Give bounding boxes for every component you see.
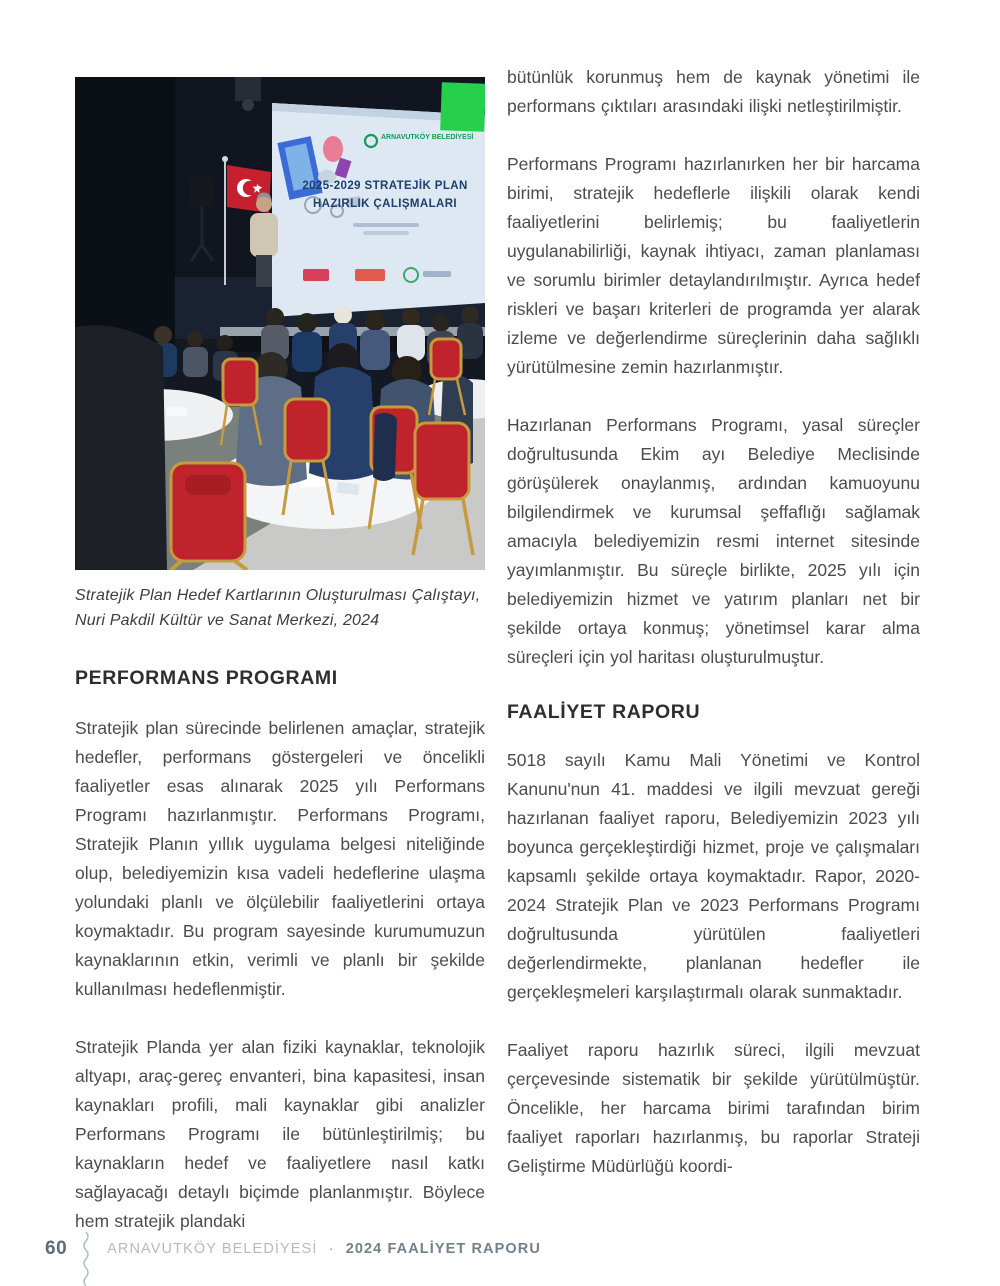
draped-jacket: [373, 413, 397, 481]
paragraph: Hazırlanan Performans Programı, yasal süreçler doğrultusunda Ekim ayı Belediye Meclisinde görüşülerek onaylanmış, ardından kamuoyunu bilgilendirmek ve kurumsal şeffaflığı sağlamak amacıyla belediyemizin resmi internet sitesinde yayımlanmıştır. Bu süreçle birlikte, 2025 yılı için belediyemizin hizmet ve yatırım planları net bir şekilde ortaya konmuş; yönetimsel karar alma süreçleri için yol haritası oluşturulmuştur.: [507, 415, 920, 667]
footer-report-title: 2024 FAALİYET RAPORU: [345, 1241, 541, 1257]
slide-title-line1: 2025-2029 STRATEJİK PLAN: [302, 180, 468, 192]
paragraph: Stratejik Planda yer alan fiziki kaynaklar, teknolojik altyapı, araç-gereç envanteri, bina kapasitesi, insan kaynakları profili, mali kaynaklar gibi analizler Performans Programı ile bütünleştirilmiş; bu kaynakların hedef ve faaliyetlere nasıl katkı sağlayacağı detaylı biçimde planlanmıştır. Böylece hem stratejik plandaki: [75, 1037, 485, 1231]
paragraph: Stratejik plan sürecinde belirlenen amaçlar, stratejik hedefler, performans göstergeleri ve öncelikli faaliyetler esas alınarak 2025 yılı Performans Programı hazırlanmıştır. Performans Programı, Stratejik Planın yıllık uygulama belgesi niteliğinde olup, belediyemizin kısa vadeli hedeflerine ulaşma yolundaki planlı ve ölçülebilir faaliyetlerini ortaya koymaktadır. Bu program sayesinde kurumumuzun kaynaklarının etkin, verimli ve planlı bir şekilde kullanılması hedeflenmiştir.: [75, 718, 485, 999]
photo-caption: Stratejik Plan Hedef Kartlarının Oluşturulması Çalıştayı, Nuri Pakdil Kültür ve Sanat Merkezi, 2024: [75, 587, 481, 629]
page-footer: [45, 1232, 955, 1286]
left-column: [75, 77, 485, 1236]
green-sticky-note: [440, 82, 485, 132]
paragraph: bütünlük korunmuş hem de kaynak yönetimi ile performans çıktıları arasındaki ilişki netleştirilmiştir.: [507, 67, 920, 116]
slide-logo-text: ARNAVUTKÖY BELEDİYESİ: [381, 134, 474, 141]
squiggle-divider-icon: [81, 1232, 91, 1286]
page-number: 60: [45, 1238, 68, 1259]
footer-municipality: ARNAVUTKÖY BELEDİYESİ: [107, 1241, 318, 1257]
paragraph: 5018 sayılı Kamu Mali Yönetimi ve Kontrol Kanunu'nun 41. maddesi ve ilgili mevzuat gereği hazırlanan faaliyet raporu, Belediyemizin 2023 yılı boyunca gerçekleştirdiği hizmet, proje ve çalışmaları kapsamlı şekilde ortaya koymaktadır. Rapor, 2020-2024 Stratejik Plan ve 2023 Performans Programı doğrultusunda yürütülen faaliyetleri değerlendirmekte, planlanan hedefler ile gerçekleşmeleri karşılaştırmalı olarak sunmaktadır.: [507, 750, 920, 1002]
paragraph: Faaliyet raporu hazırlık süreci, ilgili mevzuat çerçevesinde sistematik bir şekilde yürütülmüştür. Öncelikle, her harcama birimi tarafından birim faaliyet raporları hazırlanmış, bu raporlar Strateji Geliştirme Müdürlüğü koordi-: [507, 1040, 920, 1176]
footer-text: [107, 1232, 541, 1257]
paragraph: Performans Programı hazırlanırken her bir harcama birimi, stratejik hedeflerle ilişkili olarak kendi faaliyetlerini belirlemiş; bu faaliyetlerin uygulanabilirliği, kaynak ihtiyacı, zaman planlaması ve sorumlu birimler detaylandırılmıştır. Ayrıca hedef riskleri ve başarı kriterleri de programda yer alarak izleme ve değerlendirme süreçlerinin daha sağlıklı yürütülmesine zemin hazırlanmıştır.: [507, 154, 920, 377]
heading-performans-programi: PERFORMANS PROGRAMI: [75, 667, 338, 689]
footer-separator: ·: [328, 1241, 335, 1257]
heading-faaliyet-raporu: FAALİYET RAPORU: [507, 701, 701, 723]
slide-title-line2: HAZIRLIK ÇALIŞMALARI: [312, 198, 458, 210]
workshop-photo: [75, 77, 485, 570]
right-column: [507, 63, 920, 1181]
workshop-photo-illustration: [75, 77, 485, 570]
